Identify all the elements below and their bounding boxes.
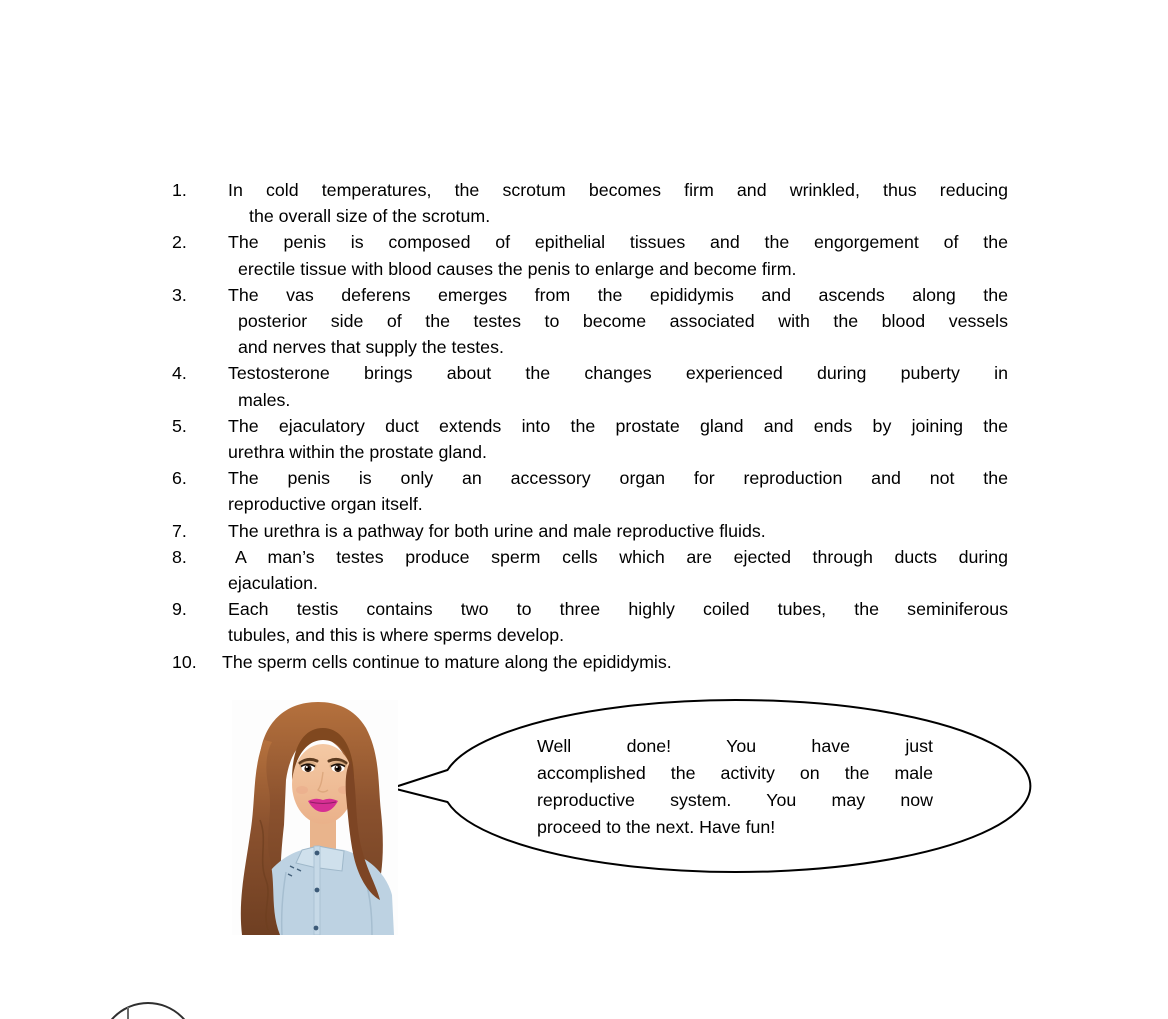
collar-right (318, 846, 344, 871)
statement-line: the overall size of the scrotum. (249, 206, 491, 227)
shirt-button (315, 851, 320, 856)
statement-item (172, 518, 1008, 544)
statement-text (228, 413, 1008, 465)
statement-line: The penis is composed of epithelial tissues and the engorgement of the (228, 232, 1008, 253)
statement-line: Each testis contains two to three highly coiled tubes, the seminiferous (228, 599, 1008, 620)
statement-number: 3. (172, 284, 187, 305)
statement-text (228, 360, 1008, 412)
statement-item (172, 649, 1008, 675)
statement-line: ejaculation. (228, 573, 318, 594)
statement-number: 6. (172, 468, 187, 489)
blush-left (296, 786, 308, 794)
statement-item (172, 360, 1008, 412)
shirt-button (315, 888, 320, 893)
statement-line: Testosterone brings about the changes experienced during puberty in (228, 363, 1008, 384)
callout-text (537, 733, 933, 841)
statement-line: urethra within the prostate gland. (228, 442, 487, 463)
eye-highlight-left (306, 766, 308, 768)
statement-item (172, 177, 1008, 229)
statement-line: The sperm cells continue to mature along the epididymis. (222, 651, 672, 672)
callout-line: Well done! You have just (537, 736, 933, 756)
statement-line: A man’s testes produce sperm cells which are ejected through ducts during (235, 546, 1008, 567)
statement-text (228, 518, 1008, 544)
statement-line: posterior side of the testes to become associated with the blood vessels (238, 311, 1008, 332)
statement-line: In cold temperatures, the scrotum becomes firm and wrinkled, thus reducing (228, 180, 1008, 200)
statement-text (228, 465, 1008, 517)
circle-tick-mark (127, 1007, 129, 1019)
eye-highlight-right (336, 766, 338, 768)
statement-text (222, 649, 1008, 675)
statement-line: males. (238, 389, 291, 410)
statement-item (172, 229, 1008, 281)
statement-text (228, 596, 1008, 648)
callout-line: reproductive system. You may now (537, 790, 933, 810)
shirt-button (314, 926, 319, 931)
statement-number: 10. (172, 651, 197, 672)
statement-line: erectile tissue with blood causes the penis to enlarge and become firm. (238, 258, 797, 279)
statement-number: 1. (172, 180, 187, 200)
statements-list (172, 177, 1008, 675)
callout-line: proceed to the next. Have fun! (537, 817, 776, 837)
statement-number: 5. (172, 415, 187, 436)
statement-line: tubules, and this is where sperms develop. (228, 625, 565, 646)
statement-line: The vas deferens emerges from the epididymis and ascends along the (228, 284, 1008, 305)
statement-item (172, 544, 1008, 596)
teacher-portrait-photo (232, 700, 398, 935)
statement-number: 2. (172, 232, 187, 253)
statement-text (228, 177, 1008, 229)
statement-number: 4. (172, 363, 187, 384)
statement-line: The penis is only an accessory organ for reproduction and not the (228, 468, 1008, 489)
statement-item (172, 465, 1008, 517)
statement-number: 7. (172, 520, 187, 541)
partial-circle-decoration (99, 1002, 197, 1019)
statement-line: The urethra is a pathway for both urine and male reproductive fluids. (228, 520, 766, 541)
statement-line: The ejaculatory duct extends into the prostate gland and ends by joining the (228, 415, 1008, 436)
statement-text (228, 229, 1008, 281)
statement-line: and nerves that supply the testes. (238, 337, 504, 358)
statement-line: reproductive organ itself. (228, 494, 423, 515)
callout-line: accomplished the activity on the male (537, 763, 933, 783)
statement-text (228, 282, 1008, 361)
statement-item (172, 282, 1008, 361)
statement-number: 8. (172, 546, 187, 567)
statement-text (228, 544, 1008, 596)
statement-number: 9. (172, 599, 187, 620)
statement-item (172, 413, 1008, 465)
statement-item (172, 596, 1008, 648)
